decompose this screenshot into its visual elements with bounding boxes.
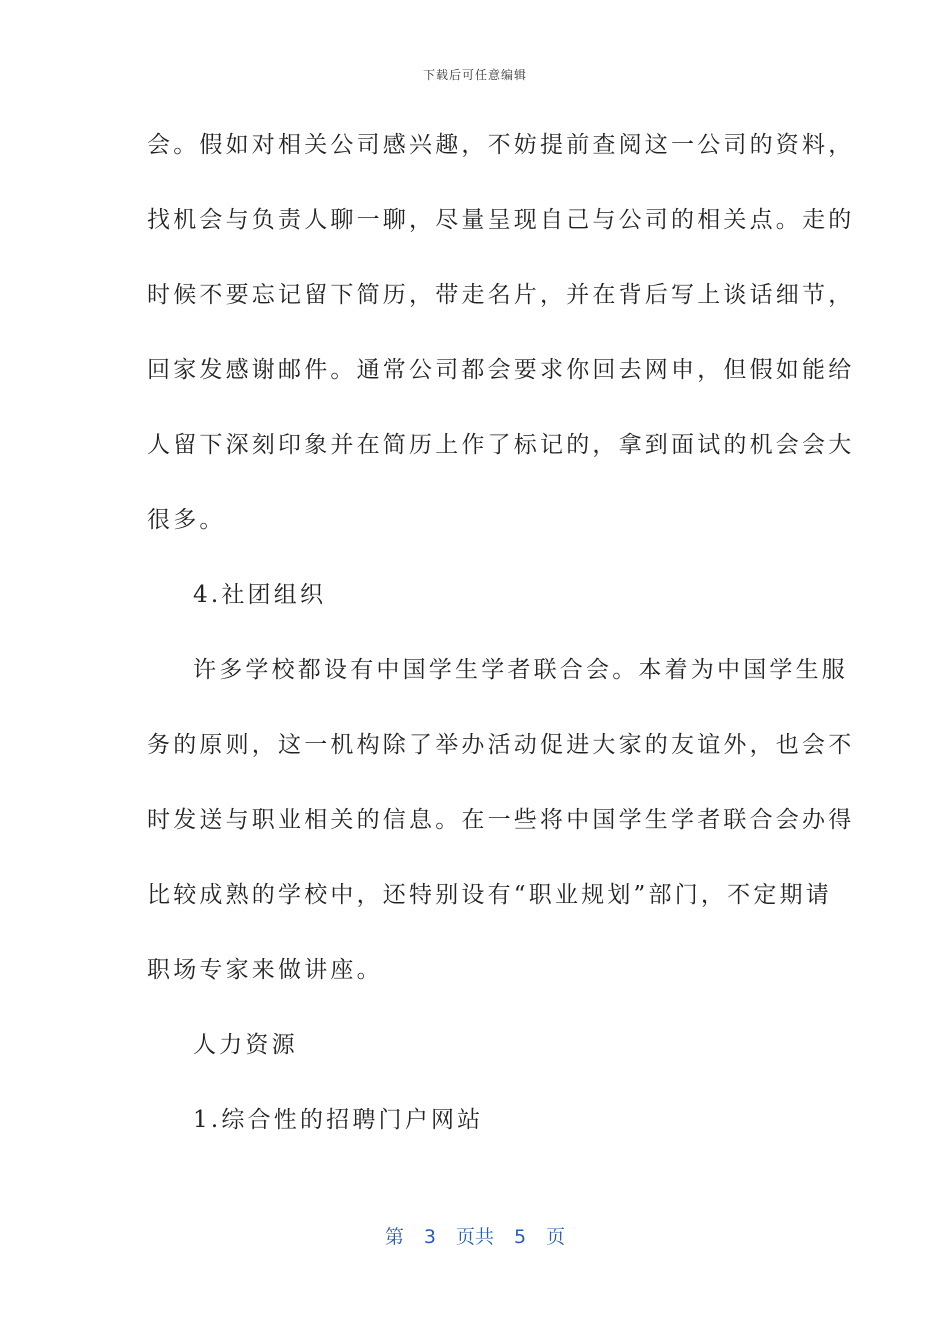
document-body [147, 120, 855, 1170]
body-line: 会。假如对相关公司感兴趣，不妨提前查阅这一公司的资料， [147, 132, 855, 158]
body-line: 比较成熟的学校中，还特别设有“职业规划”部门，不定期请 [147, 882, 832, 908]
page-footer [0, 1222, 950, 1249]
body-line: 时候不要忘记留下简历，带走名片，并在背后写上谈话细节， [147, 282, 855, 308]
body-line: 找机会与负责人聊一聊，尽量呈现自己与公司的相关点。走的 [147, 207, 855, 233]
body-line: 很多。 [147, 507, 226, 533]
page-current-number: 3 [423, 1226, 436, 1248]
body-line: 务的原则，这一机构除了举办活动促进大家的友谊外，也会不 [147, 732, 855, 758]
page-label-prefix: 第 [384, 1226, 404, 1248]
body-line: 时发送与职业相关的信息。在一些将中国学生学者联合会办得 [147, 807, 855, 833]
page-label-middle: 页共 [455, 1226, 494, 1248]
body-line: 职场专家来做讲座。 [147, 957, 383, 983]
section-heading: 4.社团组织 [193, 582, 327, 608]
page-label-suffix: 页 [546, 1226, 566, 1248]
body-line: 人留下深刻印象并在简历上作了标记的，拿到面试的机会会大 [147, 432, 855, 458]
paragraph-start: 许多学校都设有中国学生学者联合会。本着为中国学生服 [193, 657, 848, 683]
section-heading: 1.综合性的招聘门户网站 [193, 1107, 484, 1133]
page-total-number: 5 [514, 1226, 527, 1248]
section-heading: 人力资源 [193, 1032, 298, 1058]
page-header: 下载后可任意编辑 [422, 68, 527, 82]
body-line: 回家发感谢邮件。通常公司都会要求你回去网申，但假如能给 [147, 357, 855, 383]
